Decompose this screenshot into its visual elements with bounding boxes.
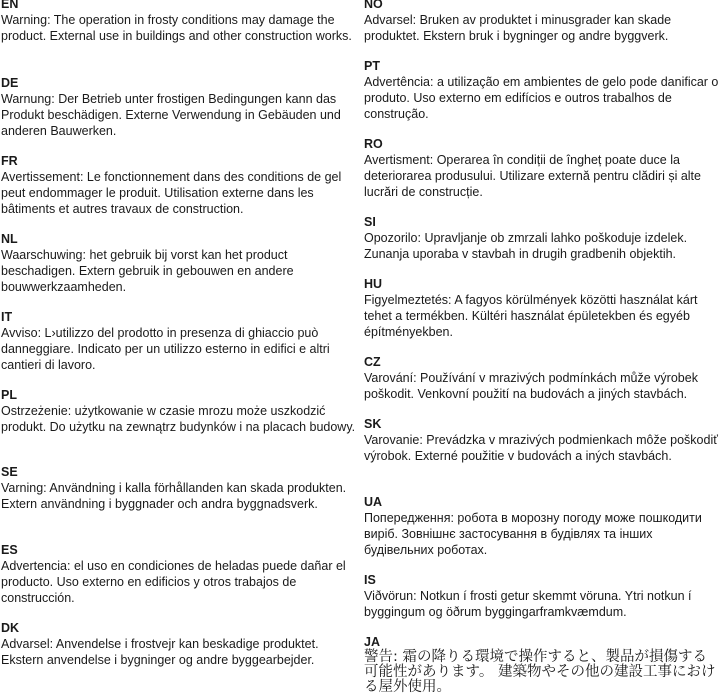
warning-text: Warnung: Der Betrieb unter frostigen Bedingungen kann das Produkt beschädigen. Externe Verwendung in Gebäuden und anderen Bauwerken.: [1, 92, 341, 138]
warning-text: Ostrzeżenie: użytkowanie w czasie mrozu może uszkodzić produkt. Do użytku na zewnątrz budynków i na placach budowy.: [1, 404, 356, 434]
warning-block-sk: [364, 416, 720, 464]
language-code: HU: [364, 277, 383, 291]
language-code: SK: [364, 417, 382, 431]
warning-block-pl: [1, 387, 358, 435]
warning-text: Varning: Användning i kalla förhållanden kan skada produkten. Extern användning i byggnader och andra byggnadsverk.: [1, 481, 347, 511]
warning-block-ja: [364, 634, 720, 695]
language-code: CZ: [364, 355, 381, 369]
language-code: DE: [1, 76, 19, 90]
warning-block-si: [364, 214, 720, 262]
warning-block-se: [1, 464, 358, 512]
warning-block-cz: [364, 354, 720, 402]
language-code: UA: [364, 495, 383, 509]
language-code: NO: [364, 0, 383, 11]
language-code: PT: [364, 59, 380, 73]
language-code: PL: [1, 388, 17, 402]
warning-text: Advertencia: el uso en condiciones de heladas puede dañar el producto. Uso externo en edificios y otros trabajos de construcción.: [1, 559, 346, 605]
warning-block-is: [364, 572, 720, 620]
warning-text: Opozorilo: Upravljanje ob zmrzali lahko poškoduje izdelek. Zunanja uporaba v stavbah in drugih gradbenih objektih.: [364, 231, 688, 261]
warning-text: Advarsel: Bruken av produktet i minusgrader kan skade produktet. Ekstern bruk i bygninger og andre byggverk.: [364, 13, 672, 43]
language-code: EN: [1, 0, 19, 11]
language-code: DK: [1, 621, 20, 635]
language-code: FR: [1, 154, 18, 168]
warning-block-en: [1, 0, 358, 44]
warning-text: Advertência: a utilização em ambientes de gelo pode danificar o produto. Uso externo em edifícios e outros trabalhos de construção.: [364, 75, 719, 121]
warning-text: Avertisment: Operarea în condiții de îngheț poate duce la deteriorarea produsului. Utilizare externă pentru clădiri și alte lucrări de construcție.: [364, 153, 701, 199]
warning-block-hu: [364, 276, 720, 340]
language-code: SE: [1, 465, 18, 479]
warning-block-it: [1, 309, 358, 373]
warning-text: Figyelmeztetés: A fagyos körülmények közötti használat kárt tehet a termékben. Kültéri használat épületekben és egyéb építményekben.: [364, 293, 698, 339]
warning-text: Varovanie: Prevádzka v mrazivých podmienkach môže poškodiť výrobok. Externé použitie v budovách a iných stavbách.: [364, 433, 718, 463]
warning-text: Warning: The operation in frosty conditions may damage the product. External use in buildings and other construction works.: [1, 13, 352, 43]
warning-block-ro: [364, 136, 720, 200]
language-code: NL: [1, 232, 18, 246]
language-code: RO: [364, 137, 383, 151]
language-code: IT: [1, 310, 13, 324]
language-code: SI: [364, 215, 376, 229]
warning-block-dk: [1, 620, 358, 668]
warning-block-fr: [1, 153, 358, 217]
warning-block-pt: [364, 58, 720, 122]
language-code: IS: [364, 573, 376, 587]
language-code: JA: [364, 635, 380, 649]
warning-text: Avviso: L›utilizzo del prodotto in presenza di ghiaccio può danneggiare. Indicato per un utilizzo esterno in edifici e altri cantieri di lavoro.: [1, 326, 330, 372]
warning-text: Viðvörun: Notkun í frosti getur skemmt vöruna. Ytri notkun í byggingum og öðrum byggingarframkvæmdum.: [364, 589, 692, 619]
warning-text: Varování: Používání v mrazivých podmínkách může výrobek poškodit. Venkovní použití na budovách a jiných stavbách.: [364, 371, 698, 401]
warning-text: Advarsel: Anvendelse i frostvejr kan beskadige produktet. Ekstern anvendelse i bygninger og andre byggearbejder.: [1, 637, 319, 667]
warning-text: Попередження: робота в морозну погоду може пошкодити виріб. Зовнішнє застосування в будівлях та інших будівельних роботах.: [364, 511, 702, 557]
language-code: ES: [1, 543, 18, 557]
warning-text: Avertissement: Le fonctionnement dans des conditions de gel peut endommager le produit. Utilisation externe dans les bâtiments et autres travaux de construction.: [1, 170, 342, 216]
warning-block-ua: [364, 494, 720, 558]
warning-text: Waarschuwing: het gebruik bij vorst kan het product beschadigen. Extern gebruik in gebouwen en andere bouwwerkzaamheden.: [1, 248, 294, 294]
warning-block-nl: [1, 231, 358, 295]
warning-text: 警告: 霜の降りる環境で操作すると、製品が損傷する可能性があります。 建築物やその他の建設工事における屋外使用。: [364, 649, 716, 695]
warning-block-de: [1, 75, 358, 139]
warning-block-no: [364, 0, 720, 44]
warning-block-es: [1, 542, 358, 606]
